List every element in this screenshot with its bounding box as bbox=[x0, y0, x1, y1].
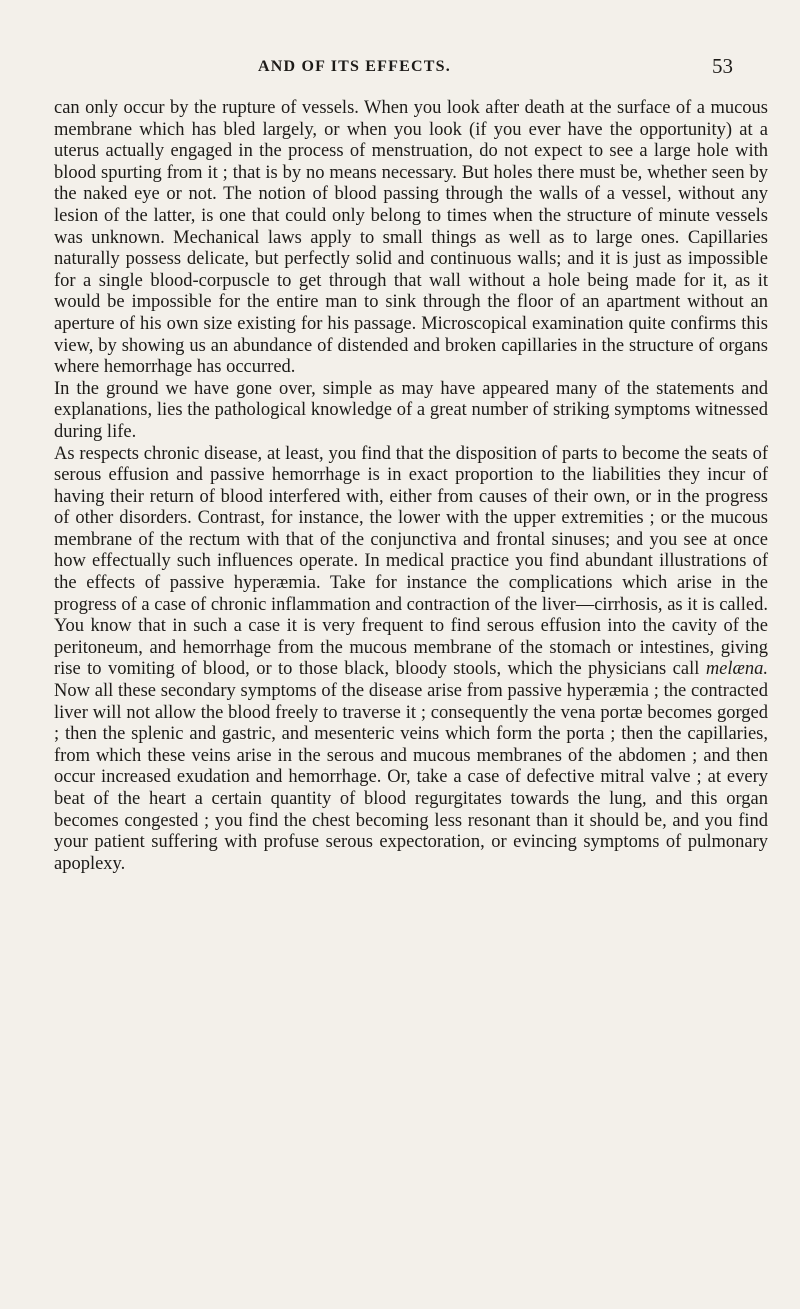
paragraph-3-text-a: As respects chronic disease, at least, you find that the disposition of parts to become the seats of serous effusion and passive hemorrhage is in exact proportion to the liabilities they incur of having their return of blood interfered with, either from causes of their own, or in the progress of other disorders. Contrast, for instance, the lower with the upper extremities ; or the mucous membrane of the rectum with that of the conjunctiva and frontal sinuses; and you see at once how effectually such influences operate. In medical practice you find abundant illustrations of the effects of passive hyperæmia. Take for instance the complications which arise in the progress of a case of chronic inflammation and contraction of the liver—cirrhosis, as it is called. You know that in such a case it is very frequent to find serous effusion into the cavity of the peritoneum, and hemorrhage from the mucous membrane of the stomach or intestines, giving rise to vomiting of blood, or to those black, bloody stools, which the physicians call bbox=[54, 443, 768, 680]
paragraph-3-italic-term: melæna. bbox=[705, 659, 768, 680]
running-title: AND OF ITS EFFECTS. bbox=[258, 58, 451, 75]
paragraph-1: can only occur by the rupture of vessels. When you look after death at the surface of a mucous membrane which has bled largely, or when you look (if you ever have the opportunity) at a uterus actually engaged in the process of menstruation, do not expect to see a large hole with blood spurting from it ; that is by no means necessary. But holes there must be, whether seen by the naked eye or not. The notion of blood passing through the walls of a vessel, without any lesion of the latter, is one that could only belong to times when the structure of minute vessels was unknown. Mechanical laws apply to small things as well as to large ones. Capillaries naturally possess delicate, but perfectly solid and continuous walls; and it is just as impossible for a single blood-corpuscle to get through that wall without a hole being made for it, as it would be impossible for the entire man to sink through the floor of an apartment without an aperture of his own size existing for his passage. Microscopical examination quite confirms this view, by showing us an abundance of distended and broken capillaries in the structure of organs where hemorrhage has occurred. bbox=[54, 98, 768, 378]
page-number: 53 bbox=[712, 54, 733, 78]
paragraph-2: In the ground we have gone over, simple as may have appeared many of the statements and explanations, lies the pathological knowledge of a great number of striking symptoms witnessed during life. bbox=[54, 378, 768, 442]
paragraph-3 bbox=[54, 444, 768, 876]
body-text bbox=[54, 98, 768, 875]
paragraph-3-text-b: Now all these secondary symptoms of the disease arise from passive hyperæmia ; the contracted liver will not allow the blood freely to traverse it ; consequently the vena portæ becomes gorged ; then the splenic and gastric, and mesenteric veins which form the porta ; then the capillaries, from which these veins arise in the serous and mucous membranes of the abdomen ; and then occur increased exudation and hemorrhage. Or, take a case of defective mitral valve ; at every beat of the heart a certain quantity of blood regurgitates towards the lung, and this organ becomes congested ; you find the chest becoming less resonant than it should be, and you find your patient suffering with profuse serous expectoration, or evincing symptoms of pulmonary apoplexy. bbox=[54, 681, 768, 874]
